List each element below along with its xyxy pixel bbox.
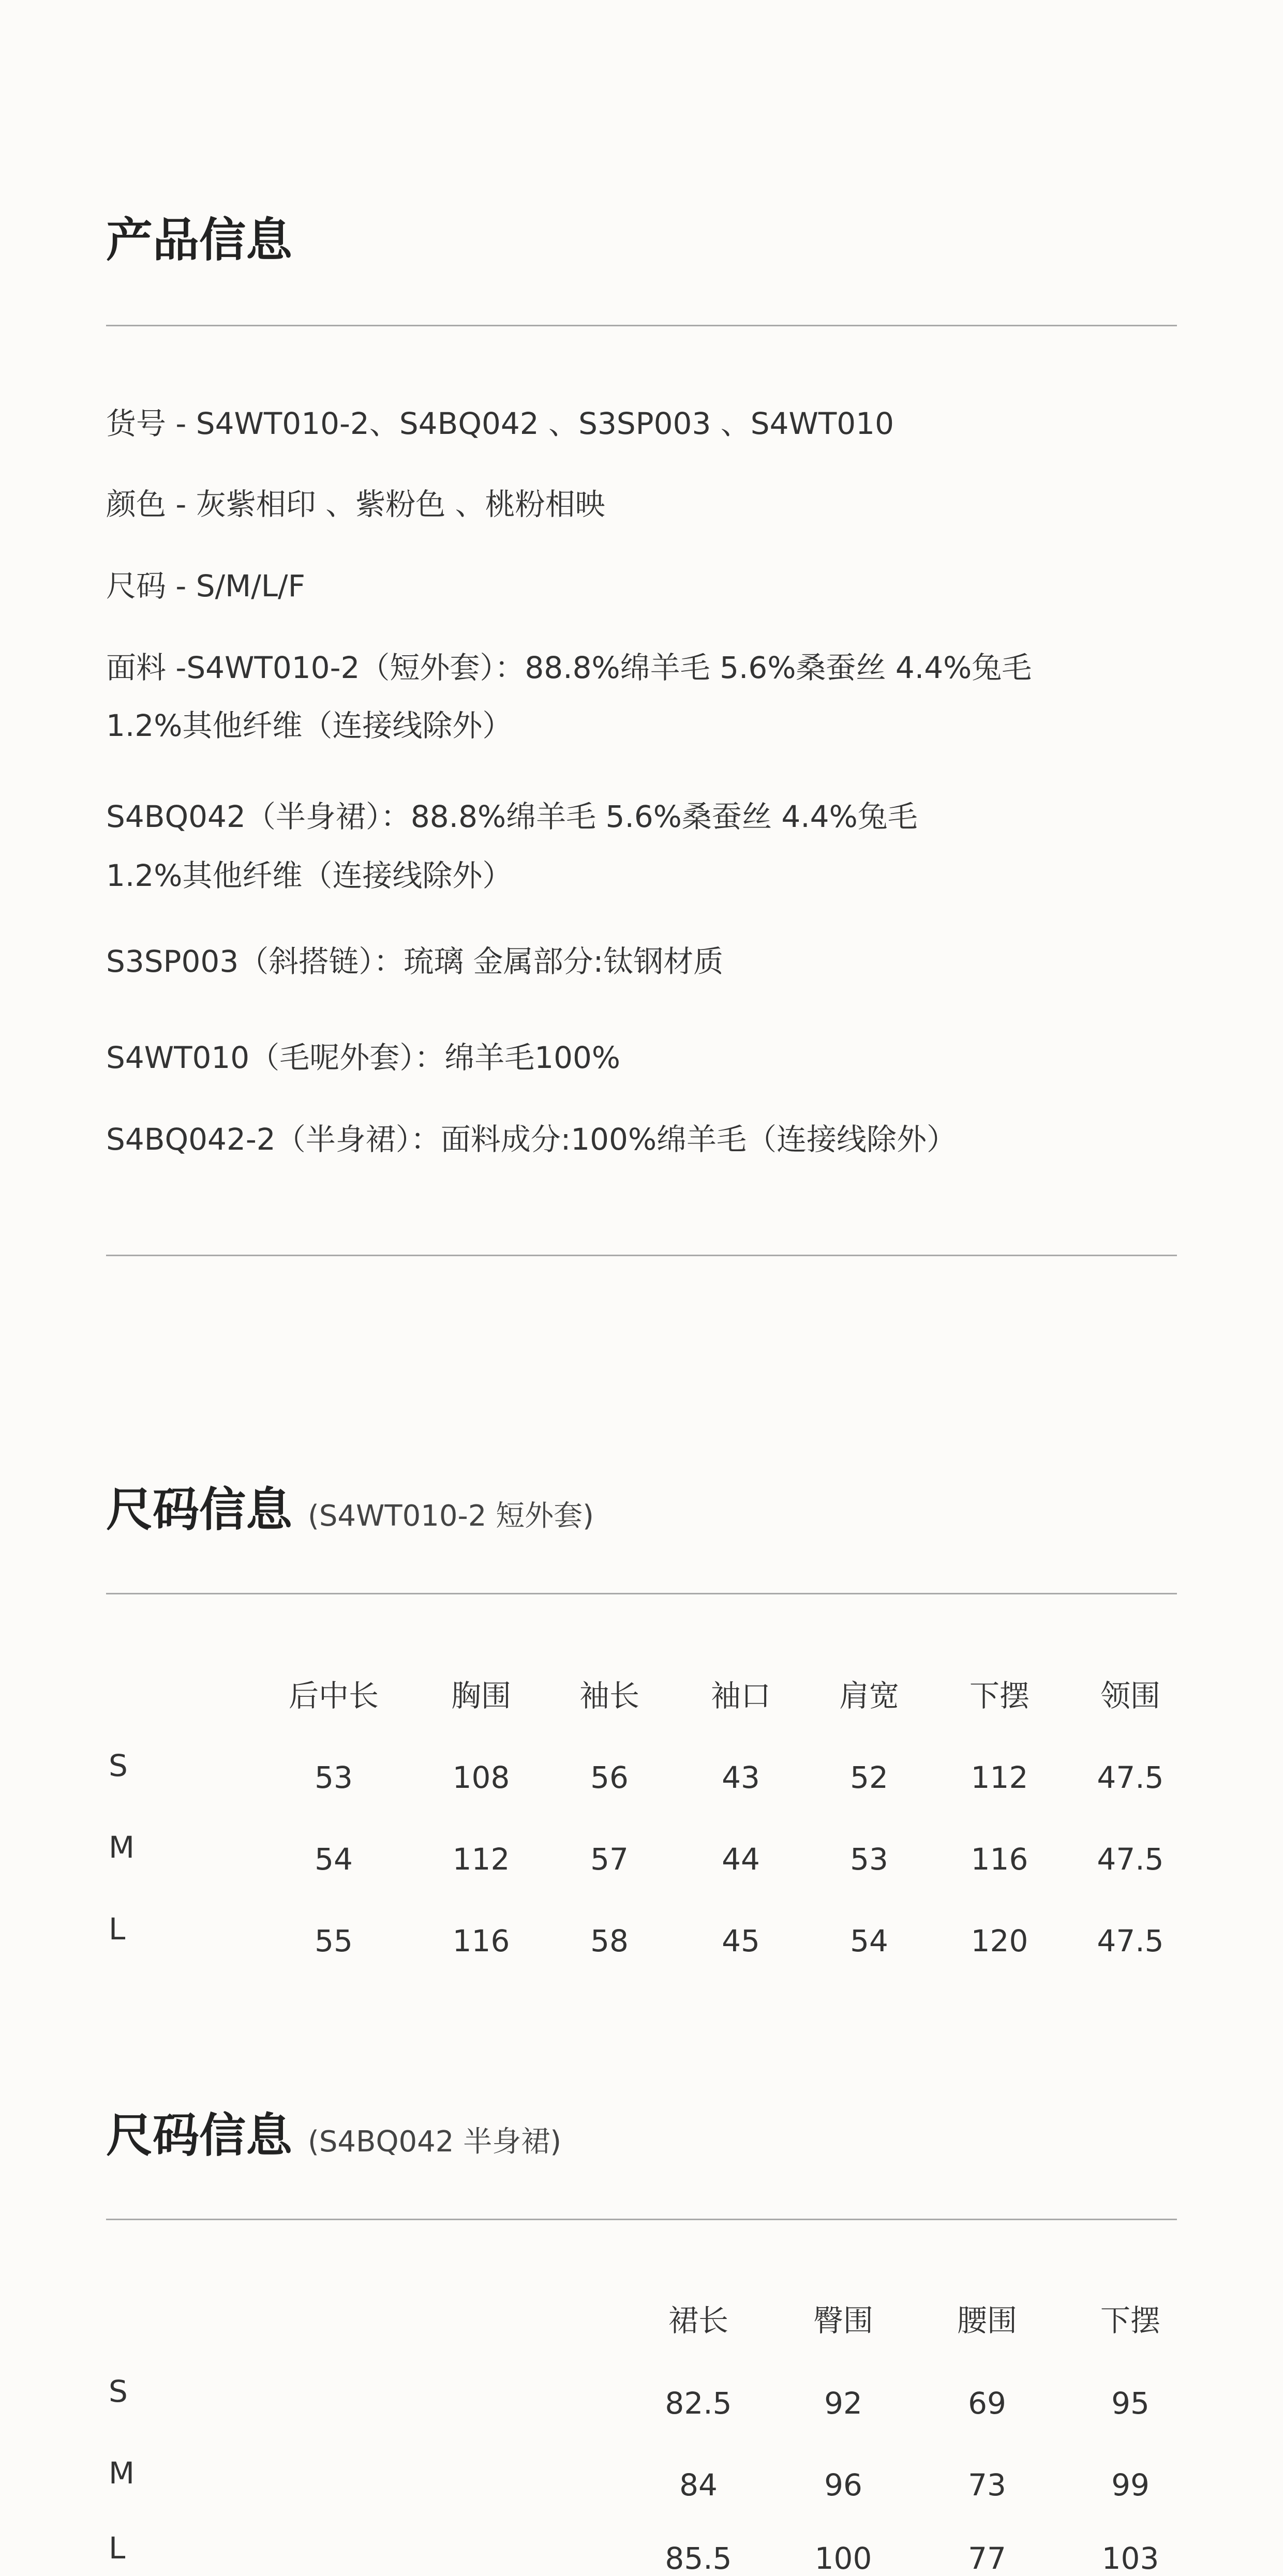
- table-cell: 52: [850, 1760, 888, 1795]
- table-cell: 92: [824, 2386, 862, 2421]
- table-cell: 45: [722, 1923, 760, 1959]
- info-line-color: 颜色 - 灰紫相印 、紫粉色 、桃粉相映: [106, 487, 605, 522]
- info-line-chain: S3SP003（斜搭链）：琉璃 金属部分:钛钢材质: [106, 944, 724, 979]
- table-cell: 56: [590, 1760, 629, 1795]
- table-cell: 100: [814, 2541, 872, 2576]
- table-header: 胸围: [451, 1678, 512, 1713]
- table-cell: 54: [315, 1842, 353, 1877]
- table-cell: 47.5: [1097, 1760, 1164, 1795]
- row-label-l: L: [109, 2530, 126, 2566]
- table-header: 领围: [1100, 1678, 1161, 1713]
- size-table-2-subtitle: (S4BQ042 半身裙): [308, 2125, 562, 2159]
- table-header: 臀围: [813, 2303, 874, 2338]
- size-table-1-subtitle: (S4WT010-2 短外套): [308, 1499, 594, 1533]
- table-cell: 44: [722, 1842, 760, 1877]
- divider: [106, 325, 1177, 326]
- row-label-m: M: [109, 2456, 135, 2491]
- table-header: 下摆: [969, 1678, 1030, 1713]
- table-cell: 96: [824, 2467, 862, 2503]
- table-cell: 85.5: [665, 2541, 732, 2576]
- table-cell: 108: [452, 1760, 510, 1795]
- divider: [106, 2219, 1177, 2220]
- row-label-m: M: [109, 1830, 135, 1865]
- table-cell: 120: [971, 1923, 1028, 1959]
- table-cell: 55: [315, 1923, 353, 1959]
- row-label-s: S: [109, 1748, 128, 1783]
- table-header: 裙长: [668, 2303, 729, 2338]
- info-line-skirt-cont: 1.2%其他纤维（连接线除外）: [106, 858, 513, 893]
- table-cell: 43: [722, 1760, 760, 1795]
- table-cell: 47.5: [1097, 1842, 1164, 1877]
- table-cell: 116: [971, 1842, 1028, 1877]
- table-header: 肩宽: [839, 1678, 900, 1713]
- table-cell: 99: [1111, 2467, 1150, 2503]
- table-cell: 103: [1101, 2541, 1159, 2576]
- table-header: 袖口: [710, 1678, 771, 1713]
- row-label-l: L: [109, 1911, 126, 1947]
- table-cell: 112: [971, 1760, 1028, 1795]
- row-label-s: S: [109, 2374, 128, 2409]
- table-cell: 73: [968, 2467, 1006, 2503]
- size-table-1-title-text: 尺码信息: [106, 1483, 292, 1537]
- divider: [106, 1593, 1177, 1594]
- table-header: 下摆: [1100, 2303, 1161, 2338]
- table-cell: 53: [315, 1760, 353, 1795]
- info-line-fabric: 面料 -S4WT010-2（短外套）：88.8%绵羊毛 5.6%桑蚕丝 4.4%兔毛: [106, 650, 1032, 685]
- size-table-2-title: [106, 2108, 562, 2163]
- table-header: 腰围: [957, 2303, 1018, 2338]
- table-header: 后中长: [288, 1678, 379, 1713]
- table-cell: 58: [590, 1923, 629, 1959]
- info-line-coat: S4WT010（毛呢外套）：绵羊毛100%: [106, 1040, 621, 1075]
- table-cell: 77: [968, 2541, 1006, 2576]
- divider: [106, 1255, 1177, 1256]
- size-table-1-title: [106, 1483, 594, 1537]
- table-cell: 95: [1111, 2386, 1150, 2421]
- size-table-2-title-text: 尺码信息: [106, 2108, 292, 2163]
- table-cell: 116: [452, 1923, 510, 1959]
- table-header: 袖长: [579, 1678, 640, 1713]
- table-cell: 69: [968, 2386, 1006, 2421]
- table-cell: 112: [452, 1842, 510, 1877]
- info-line-fabric-cont: 1.2%其他纤维（连接线除外）: [106, 708, 513, 743]
- table-cell: 82.5: [665, 2386, 732, 2421]
- table-cell: 54: [850, 1923, 888, 1959]
- table-cell: 47.5: [1097, 1923, 1164, 1959]
- table-cell: 84: [679, 2467, 718, 2503]
- table-cell: 57: [590, 1842, 629, 1877]
- info-line-skirt2: S4BQ042-2（半身裙）：面料成分:100%绵羊毛（连接线除外）: [106, 1122, 957, 1157]
- product-info-title: [106, 213, 292, 267]
- product-info-title-text: 产品信息: [106, 213, 292, 267]
- info-line-skirt: S4BQ042（半身裙）：88.8%绵羊毛 5.6%桑蚕丝 4.4%兔毛: [106, 799, 918, 834]
- info-line-sku: 货号 - S4WT010-2、S4BQ042 、S3SP003 、S4WT010: [106, 406, 894, 441]
- info-line-size: 尺码 - S/M/L/F: [106, 568, 305, 604]
- table-cell: 53: [850, 1842, 888, 1877]
